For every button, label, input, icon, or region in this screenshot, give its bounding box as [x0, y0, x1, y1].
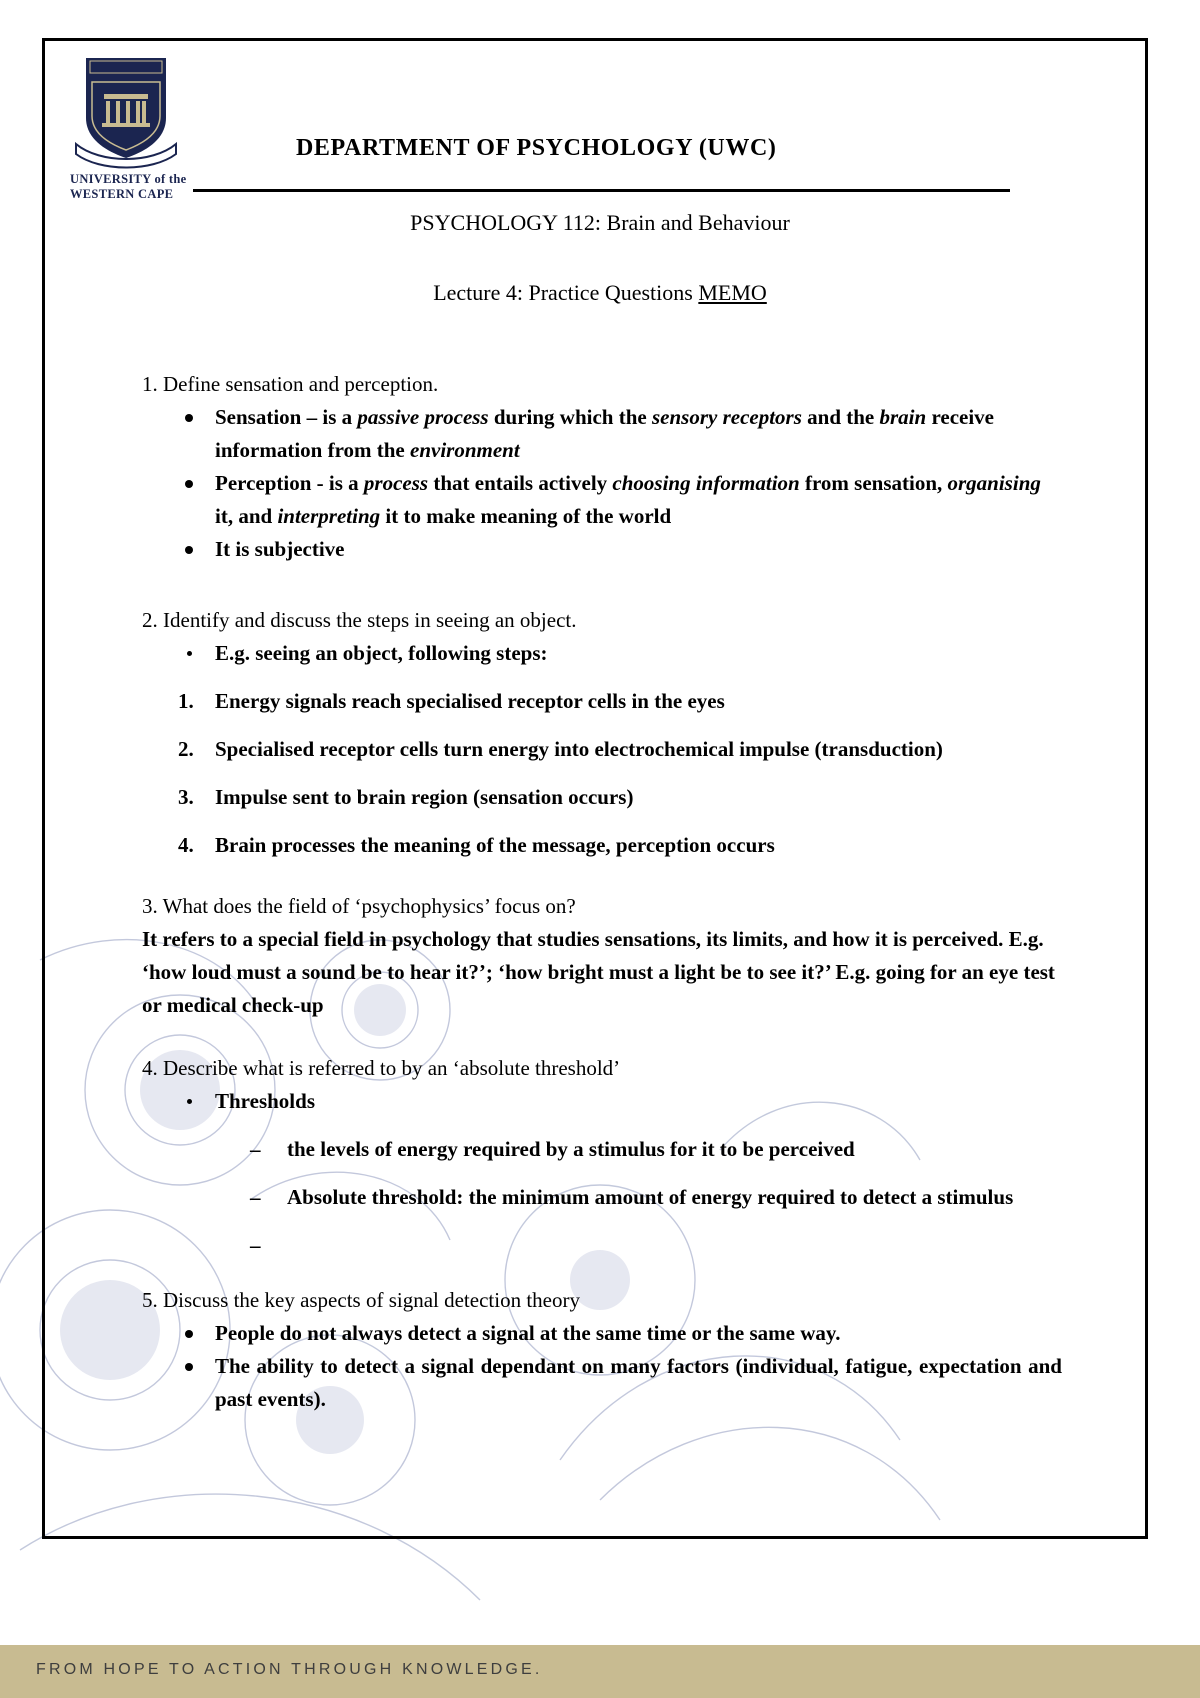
italic-term: interpreting — [277, 504, 381, 528]
question-4: 4. Describe what is referred to by an ‘absolute threshold’ — [142, 1056, 621, 1080]
italic-term: choosing information — [612, 471, 800, 495]
list-item — [142, 401, 1062, 467]
university-name-line1: UNIVERSITY of the — [70, 172, 187, 186]
text-run: during which the — [488, 405, 652, 429]
list-item: Thresholds — [142, 1085, 1062, 1118]
step-text: Brain processes the meaning of the message, perception occurs — [215, 833, 775, 857]
step-item — [142, 781, 1062, 814]
dash-item-empty — [142, 1229, 1062, 1262]
text-run: that entails actively — [428, 471, 613, 495]
course-title: PSYCHOLOGY 112: Brain and Behaviour — [410, 210, 790, 235]
list-item: E.g. seeing an object, following steps: — [142, 637, 1062, 670]
question-5: 5. Discuss the key aspects of signal detection theory — [142, 1288, 580, 1312]
dash-item: – the levels of energy required by a stimulus for it to be perceived — [142, 1133, 1062, 1166]
italic-term: brain — [879, 405, 927, 429]
university-name — [70, 172, 196, 202]
dash-item: – Absolute threshold: the minimum amount of energy required to detect a stimulus — [142, 1181, 1062, 1214]
title-underline — [193, 189, 1010, 192]
step-number: 3. — [178, 785, 194, 809]
list-item: The ability to detect a signal dependant on many factors (individual, fatigue, expectation and past events). — [142, 1350, 1062, 1416]
department-title: DEPARTMENT OF PSYCHOLOGY (UWC) — [296, 135, 777, 161]
q2-intro-list — [142, 637, 1062, 670]
italic-term: environment — [410, 438, 520, 462]
step-item — [142, 685, 1062, 718]
question-2: 2. Identify and discuss the steps in seeing an object. — [142, 608, 577, 632]
italic-term: organising — [947, 471, 1041, 495]
spacer — [142, 566, 1062, 604]
footer-motto: FROM HOPE TO ACTION THROUGH KNOWLEDGE. — [36, 1661, 543, 1678]
text-run: and the — [801, 405, 880, 429]
lecture-title-prefix: Lecture 4: Practice Questions — [433, 280, 699, 305]
step-number: 4. — [178, 833, 194, 857]
step-number: 2. — [178, 737, 194, 761]
text-run: Sensation – is a — [215, 405, 358, 429]
list-item: People do not always detect a signal at the same time or the same way. — [142, 1317, 1062, 1350]
step-text: Energy signals reach specialised receptor cells in the eyes — [215, 689, 725, 713]
italic-term: sensory receptors — [651, 405, 802, 429]
q4-dash-list — [142, 1133, 1062, 1262]
text-run: Perception - is a — [215, 471, 364, 495]
memo-content — [142, 368, 1062, 1416]
text-run: from sensation, — [799, 471, 948, 495]
text-run: it, and — [215, 504, 278, 528]
step-text: Impulse sent to brain region (sensation occurs) — [215, 785, 634, 809]
q2-steps-list — [142, 685, 1062, 862]
q4-bullet-list — [142, 1085, 1062, 1118]
step-item — [142, 829, 1062, 862]
step-text: Specialised receptor cells turn energy into electrochemical impulse (transduction) — [215, 737, 943, 761]
spacer — [142, 1022, 1062, 1052]
spacer — [142, 1262, 1062, 1284]
memo-label: MEMO — [698, 280, 767, 305]
q3-answer: It refers to a special field in psychology that studies sensations, its limits, and how it is perceived. E.g. ‘how loud must a sound be to hear it?’; ‘how bright must a light be to see it?’ E.g. going for an eye test or medical check-up — [142, 927, 1055, 1017]
text-run: it to make meaning of the world — [380, 504, 672, 528]
list-item: It is subjective — [142, 533, 1062, 566]
university-crest-icon — [70, 56, 196, 171]
text-run: receive information from the — [215, 405, 994, 462]
italic-term: passive process — [357, 405, 489, 429]
university-logo — [70, 56, 196, 206]
italic-term: process — [363, 471, 429, 495]
step-item — [142, 733, 1062, 766]
q5-answer-list — [142, 1317, 1062, 1416]
university-name-line2: WESTERN CAPE — [70, 187, 174, 201]
q1-answer-list — [142, 401, 1062, 566]
list-item — [142, 467, 1062, 533]
question-3: 3. What does the field of ‘psychophysics’ focus on? — [142, 894, 576, 918]
lecture-title — [0, 280, 1200, 306]
spacer — [142, 862, 1062, 890]
step-number: 1. — [178, 689, 194, 713]
footer-band — [0, 1645, 1200, 1698]
question-1: 1. Define sensation and perception. — [142, 372, 439, 396]
